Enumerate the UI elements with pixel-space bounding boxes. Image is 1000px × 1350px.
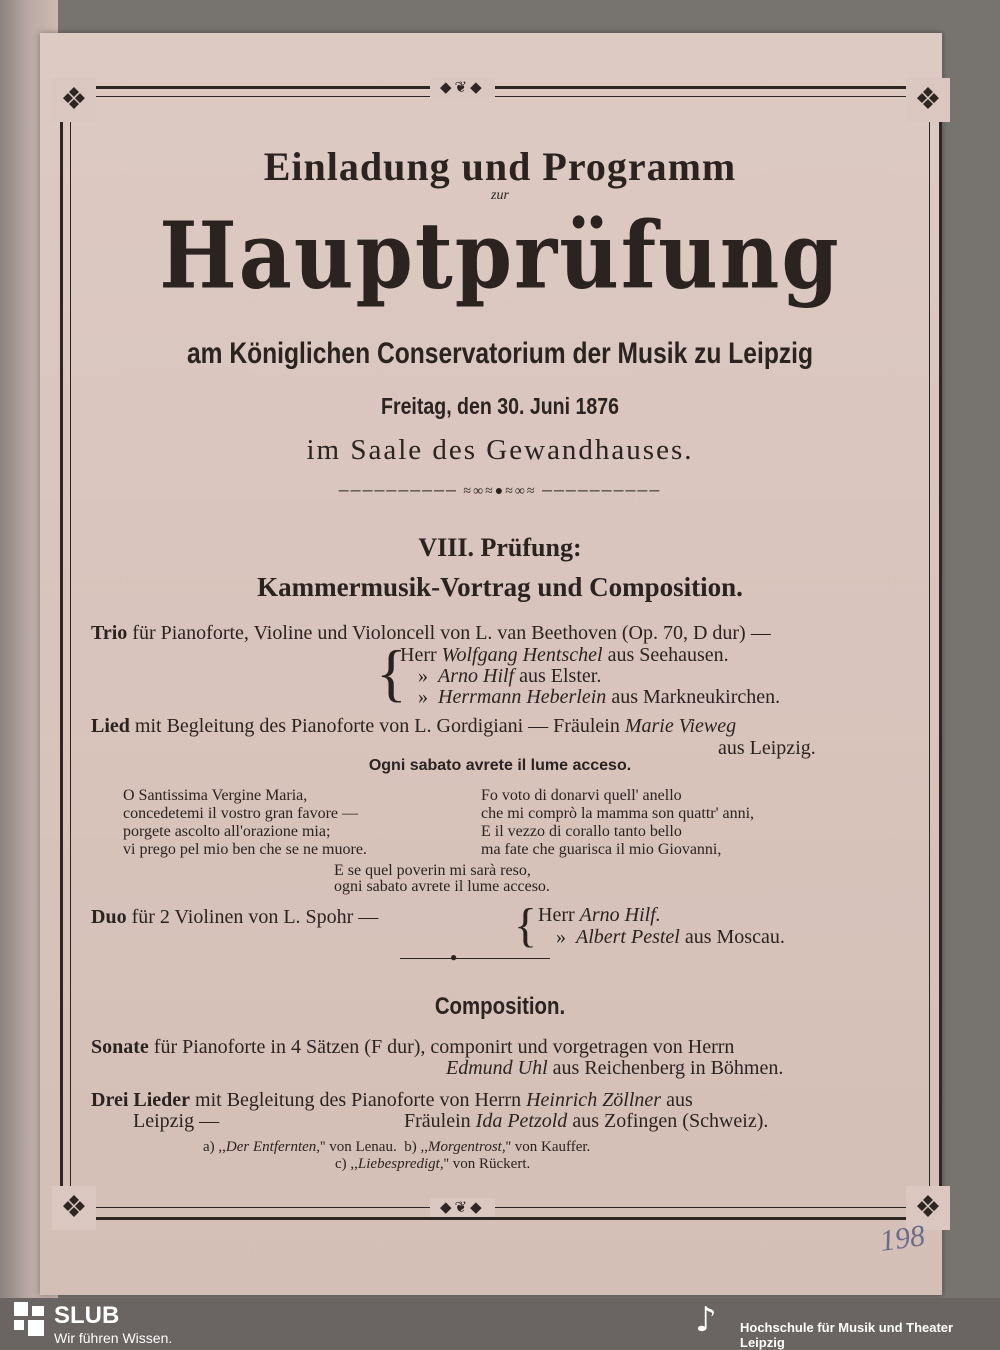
slub-name[interactable]: SLUB xyxy=(54,1302,120,1329)
title-zur: zur xyxy=(491,188,509,203)
verse-right-line: E il vezzo di corallo tanto bello xyxy=(481,823,682,840)
verse-closing-line: E se quel poverin mi sarà reso, xyxy=(334,862,531,879)
performer-name: Arno Hilf xyxy=(438,665,515,687)
trio-performer-1 xyxy=(400,644,729,667)
performer-name: Arno Hilf. xyxy=(579,904,661,926)
composer-name: Heinrich Zöllner xyxy=(526,1089,662,1111)
trio-performer-2 xyxy=(418,665,601,688)
performer-name: Herrmann Heberlein xyxy=(438,686,607,708)
trio-text: für Pianoforte, Violine und Violoncell von L. van Beethoven (Op. 70, D dur) — xyxy=(132,622,771,644)
separator-ornament-icon: ────────── ≈∞≈●≈∞≈ ────────── xyxy=(338,484,662,499)
brace-icon: { xyxy=(514,899,538,952)
song-author: '' von Kauffer. xyxy=(505,1139,591,1155)
song-name: Der Entfernten, xyxy=(225,1139,321,1155)
song-author: '' von Rückert. xyxy=(443,1156,531,1172)
verse-right-line: ma fate che guarisca il mio Giovanni, xyxy=(481,841,722,858)
duo-entry xyxy=(91,906,378,929)
trio-title: Trio xyxy=(91,622,128,644)
sonate-composer xyxy=(446,1057,783,1080)
lied-entry xyxy=(91,715,736,738)
song-author: '' von Lenau. xyxy=(320,1139,397,1155)
sonate-title: Sonate xyxy=(91,1036,149,1058)
lieder-singer xyxy=(404,1110,768,1133)
section-heading: VIII. Prüfung: xyxy=(418,533,582,562)
slub-tagline: Wir führen Wissen. xyxy=(54,1330,173,1346)
title-hauptpruefung: Hauptprüfung xyxy=(159,202,841,310)
separator-line xyxy=(400,958,550,959)
lieder-entry xyxy=(91,1089,693,1112)
song-list-line-1 xyxy=(203,1139,590,1156)
song-list-line-2 xyxy=(335,1156,530,1173)
performer-origin: aus Elster. xyxy=(519,665,602,687)
singer-origin: aus Zofingen (Schweiz). xyxy=(572,1110,769,1132)
song-title: Ogni sabato avrete il lume acceso. xyxy=(368,757,632,774)
section-subheading: Kammermusik-Vortrag und Composition. xyxy=(257,572,743,602)
ornament-bottom-icon: ◆❦◆ xyxy=(430,1198,495,1217)
title-conservatorium: am Königlichen Conservatorium der Musik zu Leipzig xyxy=(186,337,814,370)
performer-origin: aus Moscau. xyxy=(684,926,785,948)
performer-prefix: » xyxy=(418,665,428,687)
performer-name: Wolfgang Hentschel xyxy=(441,644,603,666)
ornament-corner-icon: ❖ xyxy=(906,78,950,122)
performer-prefix: » xyxy=(556,926,566,948)
lieder-title: Drei Lieder xyxy=(91,1089,191,1111)
slub-logo-icon[interactable] xyxy=(14,1302,48,1342)
song-marker: a) ,, xyxy=(203,1139,226,1155)
separator-dot-icon: ● xyxy=(450,950,458,964)
ornament-top-icon: ◆❦◆ xyxy=(430,78,495,97)
singer-name: Ida Petzold xyxy=(475,1110,568,1132)
performer-name: Albert Pestel xyxy=(576,926,680,948)
verse-right-line: che mi comprò la mamma son quattr' anni, xyxy=(481,805,755,822)
ornament-corner-icon: ❖ xyxy=(52,1186,96,1230)
performer-prefix: » xyxy=(418,686,428,708)
title-invitation: Einladung und Programm xyxy=(263,144,737,189)
singer-prefix: Fräulein xyxy=(404,1110,471,1132)
lied-performer: Marie Vieweg xyxy=(624,715,737,737)
verse-left-line: porgete ascolto all'orazione mia; xyxy=(123,823,331,840)
duo-text: für 2 Violinen von L. Spohr — xyxy=(131,906,379,928)
lieder-text: mit Begleitung des Pianoforte von Herrn xyxy=(195,1089,522,1111)
performer-origin: aus Markneukirchen. xyxy=(611,686,781,708)
lieder-line2-a: Leipzig — xyxy=(133,1110,220,1132)
hmt-name[interactable]: Hochschule für Musik und Theater Leipzig xyxy=(740,1320,954,1350)
hmt-logo-icon[interactable]: ♪ xyxy=(695,1300,717,1340)
lied-origin: aus Leipzig. xyxy=(718,737,816,759)
song-name: Morgentrost, xyxy=(427,1139,506,1155)
title-date: Freitag, den 30. Juni 1876 xyxy=(381,393,619,419)
duo-title: Duo xyxy=(91,906,127,928)
lied-title: Lied xyxy=(91,715,130,737)
brace-icon: { xyxy=(376,637,407,708)
song-marker: b) ,, xyxy=(404,1139,428,1155)
performer-prefix: Herr xyxy=(400,644,437,666)
ornament-corner-icon: ❖ xyxy=(52,78,96,122)
title-venue: im Saale des Gewandhauses. xyxy=(306,434,694,466)
verse-closing-line: ogni sabato avrete il lume acceso. xyxy=(334,878,550,895)
performer-origin: aus Seehausen. xyxy=(607,644,729,666)
duo-performer-1 xyxy=(538,904,661,927)
lied-text: mit Begleitung des Pianoforte von L. Gordigiani — Fräulein xyxy=(134,715,620,737)
sonate-entry xyxy=(91,1036,734,1059)
verse-left-line: concedetemi il vostro gran favore — xyxy=(123,805,359,822)
trio-performer-3 xyxy=(418,686,780,709)
composer-name: Edmund Uhl xyxy=(446,1057,548,1079)
composer-origin: aus xyxy=(666,1089,693,1111)
performer-prefix: Herr xyxy=(538,904,575,926)
composition-heading: Composition. xyxy=(434,993,566,1020)
song-name: Liebespredigt, xyxy=(357,1156,444,1172)
sonate-text: für Pianoforte in 4 Sätzen (F dur), componirt und vorgetragen von Herrn xyxy=(153,1036,735,1058)
song-marker: c) ,, xyxy=(335,1156,358,1172)
verse-left-line: vi prego pel mio ben che se ne muore. xyxy=(123,841,367,858)
duo-performer-2 xyxy=(556,926,785,949)
trio-entry xyxy=(91,622,771,645)
composer-origin: aus Reichenberg in Böhmen. xyxy=(552,1057,784,1079)
verse-left-line: O Santissima Vergine Maria, xyxy=(123,787,308,804)
verse-right-line: Fo voto di donarvi quell' anello xyxy=(481,787,682,804)
handwritten-page-number: 198 xyxy=(877,1219,928,1258)
ornament-corner-icon: ❖ xyxy=(906,1186,950,1230)
